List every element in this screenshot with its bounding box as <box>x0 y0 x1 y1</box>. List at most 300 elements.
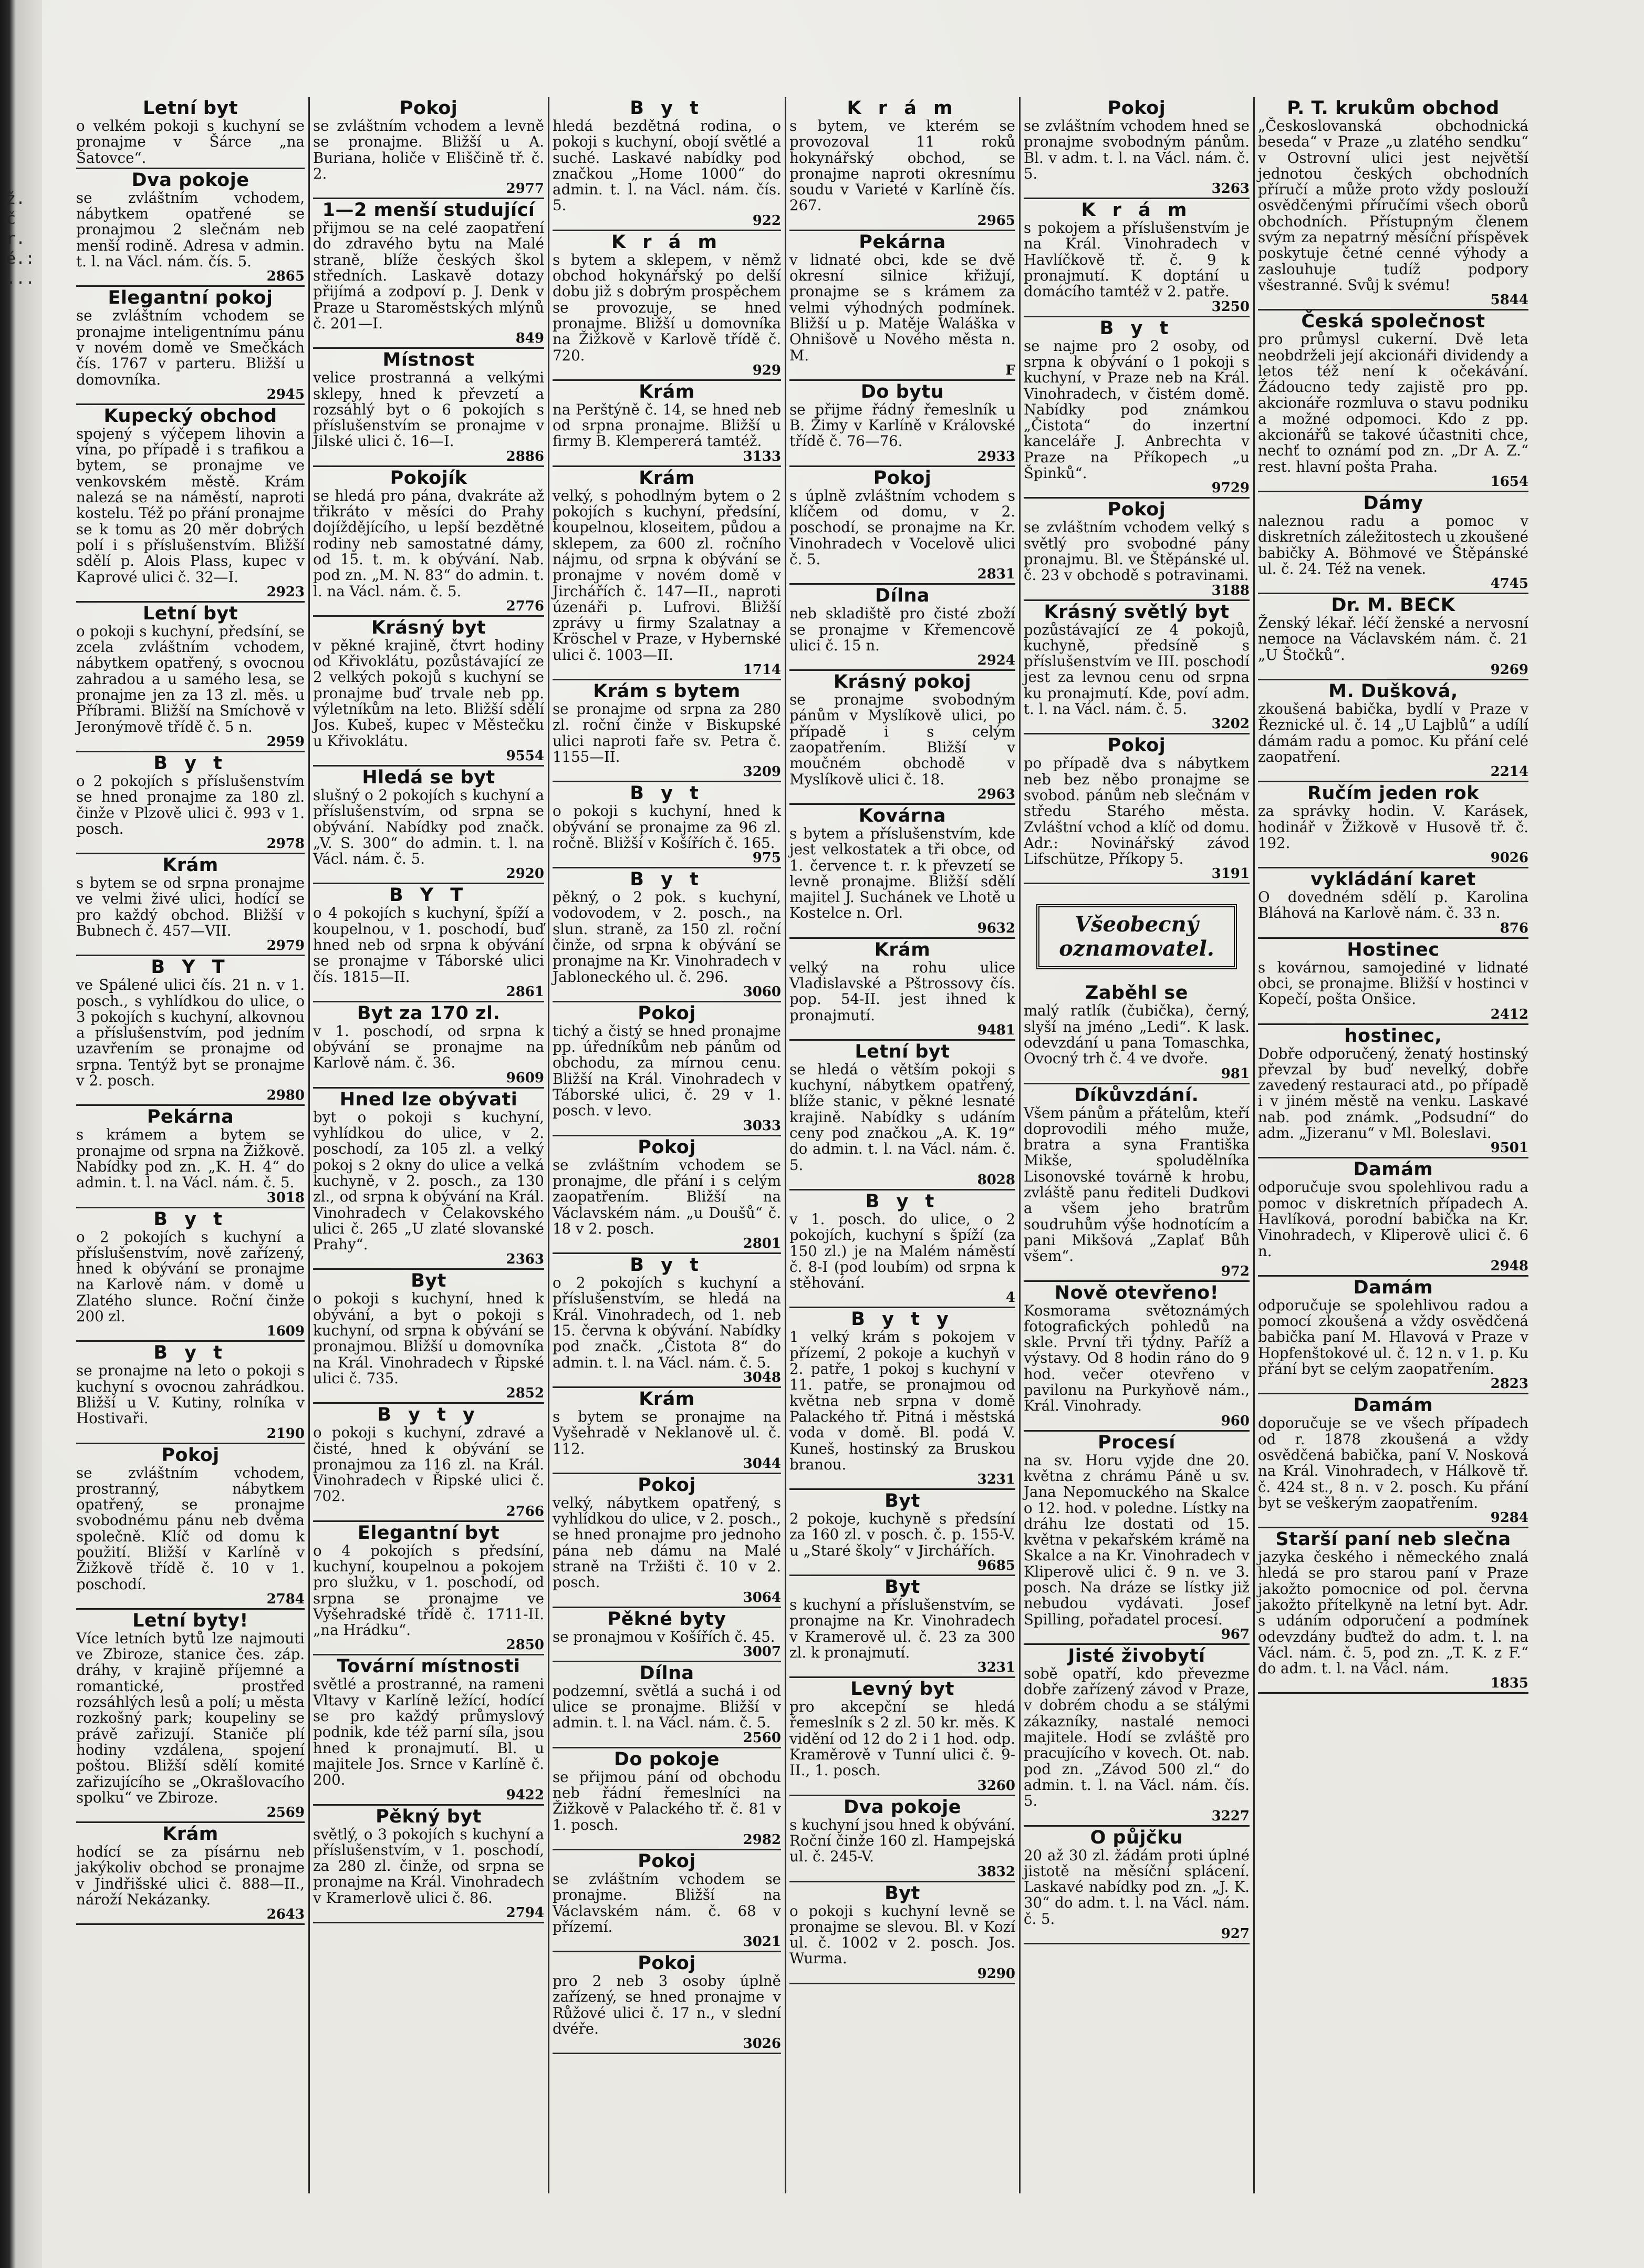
ad-heading: Díkůvzdání. <box>1074 1084 1199 1106</box>
ad-heading: Pěkné byty <box>607 1608 726 1630</box>
ad-number: 2190 <box>266 1425 305 1442</box>
ad-text: se pronajme svobodným pánům v Myslíkově ulici, po případě i s celým zaopatřením. Bližší v moučném obchodě v Myslíkově ulici č. 18. <box>789 691 1015 788</box>
ad-heading: B y t <box>153 1342 227 1364</box>
classified-ad <box>76 956 305 1106</box>
ad-heading: Byt <box>411 1270 446 1292</box>
ad-number: 4745 <box>1490 576 1528 592</box>
classified-ad <box>789 1796 1015 1882</box>
classified-ad <box>313 1522 544 1656</box>
ad-number: 3209 <box>743 764 781 780</box>
classified-ad <box>313 767 544 884</box>
ad-heading: Starší paní neb slečna <box>1275 1529 1511 1550</box>
classified-ad <box>789 467 1015 585</box>
ad-number: F <box>1005 362 1015 378</box>
ad-text: o pokoji s kuchyní levně se pronajme se slevou. Bl. v Kozí ul. č. 1002 v 2. posch. Jos. Wurma. <box>789 1902 1015 1967</box>
classified-ad <box>1024 1282 1250 1432</box>
ad-number: 3133 <box>743 448 781 464</box>
classified-ad <box>1258 939 1528 1025</box>
ad-heading: Pokoj <box>638 1002 696 1024</box>
classified-ad <box>76 169 305 287</box>
ad-text: se zvláštním vchodem velký s světlý pro svobodné pány pronajmu. Bl. ve Štěpánské ul. č. 23 v obchodě s potravinami. <box>1024 519 1250 584</box>
classified-ad <box>553 1662 781 1748</box>
ad-number: 1609 <box>266 1323 305 1340</box>
ad-text: se zvláštním vchodem se pronajme. Bližší na Václavském nám. č. 68 v přízemí. <box>553 1870 781 1935</box>
classified-ad <box>313 467 544 617</box>
ad-text: Všem pánům a přátelům, kteří doprovodili mého muže, bratra a syna Františka Mikše, spoludělníka Lisonovské továrně k hrobu, zvláště panu řediteli Dudkovi a všem jeho bratrům soudruhům výše hodnotícím a pani Mikšová „Zaplať Bůh všem“. <box>1024 1104 1250 1265</box>
ad-number: 2980 <box>266 1088 305 1104</box>
classified-ad <box>1258 492 1528 594</box>
ad-text: 20 až 30 zl. žádám proti úplné jistotě na měsíční splácení. Laskavé nabídky pod zn. „J. K. 30“ do adm. t. l. na Václ. nám. č. 5. <box>1024 1846 1250 1928</box>
ad-number: 3202 <box>1211 716 1250 732</box>
ad-heading: Damám <box>1353 1159 1433 1180</box>
column-rule <box>785 97 786 2193</box>
ad-text: světlý, o 3 pokojích s kuchyní a příslušenstvím, v 1. poschodí, za 280 zl. činže, od srpna se pronajme na Král. Vinohradech v Kramerlově ulici č. 86. <box>313 1825 544 1907</box>
ad-heading: K r á m <box>847 98 958 119</box>
ad-text: se pronajme od srpna za 280 zl. roční činže v Biskupské ulici naproti faře sv. Petra č. 1155—II. <box>553 700 781 765</box>
classified-ad <box>1258 1277 1528 1394</box>
ad-number: 2569 <box>266 1805 305 1821</box>
ad-text: s úplně zvláštním vchodem s klíčem od domu, v 2. poschodí, se pronajme na Kr. Vinohradech v Vocelově ulici č. 5. <box>789 486 1015 568</box>
ad-text: pěkný, o 2 pok. s kuchyní, vodovodem, v 2. posch., na slun. straně, za 150 zl. roční činže, od srpna k obývání se pronajme na Kr. Vinohradech v Jabloneckého ul. č. 296. <box>553 888 781 986</box>
ad-text: s bytem a sklepem, v němž obchod hokynářský po delší dobu již s dobrým prospěchem se provozuje, se hned pronajme. Bližší u domovníka na Žižkově v Karlově třídě č. 720. <box>553 251 781 364</box>
ad-heading: Byt <box>885 1577 920 1598</box>
classified-ad <box>553 231 781 381</box>
ad-heading: Krásný světlý byt <box>1044 601 1230 623</box>
classified-ad <box>1024 601 1250 735</box>
ad-text: na Perštýně č. 14, se hned neb od srpna pronajme. Bližší u firmy B. Klempererá tamtéž. <box>553 400 781 450</box>
banner-line-1: Všeobecný <box>1075 912 1199 937</box>
ad-heading: Krásný pokoj <box>833 671 972 693</box>
column-rule <box>1019 97 1021 2193</box>
ad-heading: Dámy <box>1363 492 1423 514</box>
ad-heading: Zaběhl se <box>1085 982 1188 1004</box>
ad-heading: Tovární místnosti <box>337 1656 521 1677</box>
classified-ad <box>1024 499 1250 600</box>
ad-text: neb skladiště pro čisté zboží se pronajme v Křemencově ulici č. 15 n. <box>789 605 1015 654</box>
ad-heading: B Y T <box>151 957 230 978</box>
ad-text: naleznou radu a pomoc v diskretních záležitostech u zkoušené babičky A. Böhmové ve Štěpánské ul. č. 24. Též na venek. <box>1258 512 1528 577</box>
ad-text: o pokoji s kuchyní, zdravé a čisté, hned k obývání se pronajmou za 116 zl. na Král. Vinohradech v Řipské ulici č. 702. <box>313 1424 544 1505</box>
margin-marks: ž.čr.é.: ... <box>6 190 45 288</box>
ad-text: se přijme řádný řemeslník u B. Žimy v Karlíně v Královské třídě č. 76—76. <box>789 400 1015 450</box>
ad-heading: B y t <box>630 783 704 804</box>
ad-text: za správky hodin. V. Karásek, hodinář v Žižkově v Husově tř. č. 192. <box>1258 802 1528 852</box>
ad-text: o 4 pokojích s předsíní, kuchyní, koupelnou a pokojem pro služku, v 1. poschodí, od srpna se pronajme ve Vyšehradské třídě č. 1711-II. „na Hrádku“. <box>313 1541 544 1639</box>
ad-text: s kuchyní jsou hned k obývání. Roční činže 160 zl. Hampejská ul. č. 245-V. <box>789 1816 1015 1866</box>
column-rule <box>1253 97 1255 2193</box>
classified-ad <box>789 585 1015 671</box>
column-3 <box>550 97 784 2193</box>
ad-number: 3260 <box>977 1777 1015 1794</box>
ad-heading: B y t <box>630 98 704 119</box>
classified-ad <box>1024 199 1250 317</box>
ad-text: 2 pokoje, kuchyně s předsíní za 160 zl. v posch. č. p. 155-V. u „Staré školy“ v Jirchářích. <box>789 1510 1015 1559</box>
classified-ad <box>553 1952 781 2054</box>
ad-number: 2861 <box>506 983 544 1000</box>
ad-heading: Pokojík <box>390 467 467 489</box>
ad-heading: O půjčku <box>1090 1827 1183 1848</box>
ad-heading: Levný byt <box>850 1679 954 1700</box>
ad-text: se zvláštním vchodem, prostranný, nábytkem opatřený, se pronajme svobodnému pánu neb dvěma společně. Klíč od domu k použití. Bližší v Karlíně v Žižkově třídě č. 10 v 1. poschodí. <box>76 1464 305 1593</box>
ad-number: 3044 <box>743 1455 781 1472</box>
ad-heading: Kovárna <box>858 805 946 826</box>
ad-number: 9422 <box>506 1787 544 1803</box>
classified-ad <box>76 1208 305 1342</box>
ad-number: 849 <box>515 330 544 347</box>
classified-ad <box>553 1136 781 1254</box>
ad-number: 2979 <box>266 938 305 954</box>
ad-heading: B y t <box>865 1190 940 1212</box>
ad-number: 972 <box>1221 1263 1250 1279</box>
ad-heading: Byt za 170 zl. <box>357 1002 501 1024</box>
ad-number: 5844 <box>1490 292 1528 308</box>
ad-number: 922 <box>752 212 781 229</box>
classified-ad <box>1024 1645 1250 1827</box>
ad-number: 2886 <box>506 448 544 464</box>
column-rule <box>548 97 549 2193</box>
classified-ad <box>553 1254 781 1388</box>
classified-ad <box>76 287 305 405</box>
ad-heading: Dílna <box>639 1662 694 1684</box>
classified-ad <box>1258 1025 1528 1159</box>
ad-text: se najme pro 2 osoby, od srpna k obývání o 1 pokoji s kuchyní, v Praze neb na Král. Vinohradech, v čistém domě. Nabídky pod známkou „Čistota“ do inzertní kanceláře J. Anbrechta v Praze na Příkopech „u Špinků“. <box>1024 337 1250 482</box>
ad-text: o 2 pokojích s příslušenstvím se hned pronajme za 180 zl. činže v Plzově ulici č. 993 v 1. posch. <box>76 772 305 837</box>
classified-columns <box>74 97 1531 2193</box>
classified-ad <box>76 1610 305 1823</box>
classified-ad <box>789 231 1015 381</box>
ad-number: 9284 <box>1490 1510 1528 1526</box>
ad-heading: Pokoj <box>161 1444 220 1466</box>
ad-text: hodící se za písárnu neb jakýkoliv obchod se pronajme v Jindřišské ulici č. 888—II., nároží Nekázanky. <box>76 1843 305 1909</box>
ad-heading: Česká společnost <box>1301 311 1485 333</box>
classified-ad <box>313 1655 544 1805</box>
ad-text: se pronajmou v Košířích č. 45. <box>553 1628 775 1645</box>
ad-heading: Do pokoje <box>614 1748 720 1770</box>
ad-number: 2560 <box>743 1730 781 1746</box>
ad-heading: B Y T <box>389 885 469 906</box>
ad-number: 960 <box>1221 1413 1250 1429</box>
classified-ad <box>789 1041 1015 1190</box>
ad-text: sobě opatří, kdo převezme dobře zařízený závod v Praze, v dobrém chodu a se stálými zákazníky, nastalé nemoci majitele. Hodí se zvláště pro pracujícího v kovech. Ot. nab. pod zn. „Závod 500 zl.“ do admin. t. l. na Václ. nám. čís. 5. <box>1024 1664 1250 1810</box>
ad-heading: Pěkný byt <box>376 1806 482 1827</box>
column-2 <box>310 97 547 2193</box>
ad-heading: K r á m <box>611 231 723 253</box>
ad-number: 3231 <box>977 1472 1015 1488</box>
ad-number: 2776 <box>506 598 544 614</box>
ad-heading: Elegantní byt <box>357 1522 500 1544</box>
ad-heading: Damám <box>1353 1277 1433 1298</box>
ad-heading: P. T. krukům obchod <box>1287 98 1500 119</box>
ad-heading: Do bytu <box>860 381 944 402</box>
ad-text: pro průmysl cukerní. Dvě leta neobdrželi její akcionáři dividendy a letos též není k očekávání. Žádoucno tedy zajistě pro pp. akcionáře rozmluva o stavu podniku a možné odpomoci. Kdo z pp. akcionářů se takové účastniti chce, nechť to oznámí pod zn. „Dr A. Z.“ rest. hlavní pošta Praha. <box>1258 330 1528 475</box>
ad-number: 2923 <box>266 584 305 600</box>
ad-number: 2959 <box>266 733 305 750</box>
ad-number: 9290 <box>977 1965 1015 1982</box>
classified-ad <box>789 1678 1015 1796</box>
column-5 <box>1021 97 1252 2193</box>
ad-heading: M. Dušková, <box>1328 681 1458 702</box>
ad-heading: Jisté živobytí <box>1068 1645 1205 1666</box>
classified-ad <box>76 1444 305 1610</box>
classified-ad <box>76 405 305 603</box>
ad-number: 2963 <box>977 786 1015 802</box>
classified-ad <box>553 97 781 231</box>
ad-text: se přijmou pání od obchodu neb řádní řemeslníci na Žižkově v Palackého tř. č. 81 v 1. posch. <box>553 1768 781 1834</box>
ad-number: 3263 <box>1211 181 1250 197</box>
ad-heading: Hned lze obývati <box>339 1089 518 1110</box>
ad-number: 4 <box>1005 1290 1015 1306</box>
ad-number: 9729 <box>1211 480 1250 496</box>
section-banner <box>1036 904 1237 969</box>
ad-number: 2794 <box>506 1905 544 1921</box>
ad-text: s krámem a bytem se pronajme od srpna na Žižkově. Nabídky pod zn. „K. H. 4“ do admin. t. l. na Václ. nám. č. 5. <box>76 1126 305 1192</box>
ad-text: doporučuje se ve všech případech od r. 1878 zkoušená a vždy osvědčená babička, paní V. Nosková na Král. Vinohradech, v Hálkově tř. č. 424 st., 8 n. v 2. posch. Ku přání byt se veškerým zaopatřením. <box>1258 1414 1528 1511</box>
classified-ad <box>789 939 1015 1041</box>
ad-number: 3033 <box>743 1117 781 1134</box>
ad-number: 1835 <box>1490 1675 1528 1692</box>
classified-ad <box>553 680 781 782</box>
ad-heading: Krásný byt <box>371 617 486 638</box>
classified-ad <box>1024 97 1250 199</box>
ad-text: jazyka českého i německého znalá hledá se pro starou paní v Praze jakožto pomocnice od pol. června jakožto přítelkyně na letní byt. Adr. s udáním odporučení a podmínek odevzdány buďtež do adm. t. l. na Václ. nám. č. 5, pod zn. „T. K. z F.“ do adm. t. l. na Václ. nám. <box>1258 1548 1528 1677</box>
ad-text: zkoušená babička, bydlí v Praze v Řeznické ul. č. 14 „U Lajblů“ a udílí dámám radu a pomoc. Ku přání celé zaopatření. <box>1258 700 1528 765</box>
ad-number: 2933 <box>977 448 1015 464</box>
ad-number: 3231 <box>977 1660 1015 1676</box>
ad-number: 876 <box>1500 920 1528 936</box>
classified-ad <box>313 1002 544 1089</box>
ad-number: 2850 <box>506 1637 544 1653</box>
ad-heading: B y t <box>153 752 227 774</box>
ad-number: 3188 <box>1211 582 1250 598</box>
ad-heading: Hledá se byt <box>362 767 495 788</box>
classified-ad <box>789 1576 1015 1678</box>
ad-number: 3007 <box>743 1643 781 1660</box>
classified-ad <box>76 1106 305 1208</box>
ad-number: 3026 <box>743 2036 781 2052</box>
classified-ad <box>1258 868 1528 939</box>
ad-text: s bytem a příslušenstvím, kde jest velkostatek a tři obce, od 1. července t. r. k převzetí se levně pronajme. Bližší sdělí majitel J. Suchánek ve Lhotě u Kostelce n. Orl. <box>789 824 1015 922</box>
ad-heading: Pokoj <box>1107 735 1166 757</box>
ad-heading: Krám <box>639 1388 695 1410</box>
ad-heading: Dva pokoje <box>844 1796 961 1818</box>
ad-heading: Dva pokoje <box>131 169 249 191</box>
classified-ad <box>313 1806 544 1923</box>
classified-ad <box>1024 982 1250 1084</box>
ad-number: 9026 <box>1490 850 1528 866</box>
banner-line-2: oznamovatel. <box>1059 936 1214 961</box>
classified-ad <box>76 854 305 956</box>
ad-text: o pokoji s kuchyní, hned k obývání se pronajme za 96 zl. ročně. Bližší v Košířích č. 165. <box>553 802 781 852</box>
ad-heading: Pekárna <box>859 231 946 253</box>
ad-text: O dovedném sdělí p. Karolina Bláhová na Karlově nám. č. 33 n. <box>1258 888 1528 922</box>
ad-number: 2924 <box>977 653 1015 669</box>
classified-ad <box>553 868 781 1002</box>
ad-heading: Pokoj <box>638 1136 696 1158</box>
ad-number: 9269 <box>1490 662 1528 678</box>
ad-text: o 4 pokojích s kuchyní, špíží a koupelnou, v 1. poschodí, buď hned neb od srpna k obývání se pronajme v Táborské ulici čís. 1815—II. <box>313 904 544 986</box>
ad-text: spojený s výčepem lihovin a vína, po případě i s trafikou a bytem, se pronajme ve venkovském městě. Krám nalezá se na náměstí, naproti kostelu. Též po přání pronajme se k tomu as 20 měr dobrých polí i s příslušenstvím. Bližší sdělí p. Alois Plass, kupec v Kaprové ulici č. 32—I. <box>76 424 305 586</box>
ad-text: odporučuje se spolehlivou radou a pomocí zkoušená a vždy osvědčená babička paní M. Hlavová v Praze v Hopfenštokové ul. č. 12 n. v 1. p. Ku přání byt se celým zaopatřením. <box>1258 1296 1528 1378</box>
ad-text: velký, nábytkem opatřený, s vyhlídkou do ulice, v 2. posch., se hned pronajme pro jednoho pána neb dámu na Malé straně na Tržišti č. 10 v 2. posch. <box>553 1494 781 1591</box>
classified-ad <box>1024 317 1250 499</box>
ad-text: s bytem, ve kterém se provozoval 11 roků hokynářský obchod, se pronajme naproti okresnímu soudu v Varieté v Karlíně čís. 267. <box>789 117 1015 214</box>
ad-heading: Procesí <box>1098 1432 1175 1453</box>
ad-heading: Krám <box>639 467 695 489</box>
classified-ad <box>76 603 305 752</box>
ad-heading: B y t y <box>851 1309 954 1330</box>
classified-ad <box>789 805 1015 939</box>
ad-number: 9632 <box>977 920 1015 936</box>
ad-text: se zvláštním vchodem hned se pronajme svobodným pánům. Bl. v adm. t. l. na Václ. nám. č. 5. <box>1024 117 1250 182</box>
classified-ad <box>789 671 1015 805</box>
classified-ad <box>1258 310 1528 492</box>
ad-heading: Krám s bytem <box>593 681 741 702</box>
classified-ad <box>1024 1084 1250 1282</box>
ad-text: s kuchyní a příslušenstvím, se pronajme na Kr. Vinohradech v Kramerově ul. č. 23 za 300 zl. k pronajmutí. <box>789 1596 1015 1661</box>
ad-text: po případě dva s nábytkem neb bez něbo pronajme se svobod. pánům neb slečnám v středu Starého města. Zvláštní vchod a klíč od domu. Adr.: Novinářský závod Lifschütze, Příkopy 5. <box>1024 754 1250 868</box>
ad-text: „Českoslovanská obchodnická beseda“ v Praze „u zlatého sendku“ v Ostrovní ulici jest největší jednotou českých obchodních příručí a může proto vždy poslouží osvědčenými příručími všech oborů obchodních. Přístupným členem svým za nepatrný měsíční příspěvek poskytuje četné cenné výhody a zaslouhuje tudíž podpory všestranné. Svůj k svému! <box>1258 117 1528 294</box>
ad-heading: B y t y <box>377 1404 480 1426</box>
ad-heading: vykládání karet <box>1310 869 1476 890</box>
ad-number: 9685 <box>977 1558 1015 1573</box>
ad-number: 3064 <box>743 1589 781 1606</box>
ad-heading: Pokoj <box>638 1953 696 1974</box>
ad-text: pro 2 neb 3 osoby úplně zařízený, se hned pronajme v Růžové ulici č. 17 n., v slední dvéře. <box>553 1972 781 2038</box>
ad-text: byt o pokoji s kuchyní, vyhlídkou do ulice, v 2. poschodí, za 105 zl. a velký pokoj s 2 okny do ulice a velká kuchyně, v 2. posch., za 130 zl., od srpna k obývání na Král. Vinohradech v Čelakovského ulici č. 265 „U zlaté slovanské Prahy“. <box>313 1108 544 1254</box>
ad-heading: Pokoj <box>399 98 458 119</box>
ad-text: o pokoji s kuchyní, hned k obývání, a byt o pokoji s kuchyní, od srpna k obývání se pronajmou. Bližší u domovníka na Král. Vinohradech v Řipské ulici č. 735. <box>313 1290 544 1387</box>
classified-ad <box>76 1823 305 1925</box>
ad-number: 9481 <box>977 1022 1015 1038</box>
ad-number: 2978 <box>266 836 305 852</box>
classified-ad <box>789 97 1015 231</box>
classified-ad <box>313 1270 544 1404</box>
classified-ad <box>1258 594 1528 680</box>
ad-text: 1 velký krám s pokojem v přízemí, 2 pokoje a kuchyň v 2. patře, 1 pokoj s kuchyní v 11. patře, se pronajmou od května neb srpna v domě Palackého tř. Pitná i městská voda v domě. Bl. podá V. Kuneš, hostinský za Bruskou branou. <box>789 1328 1015 1473</box>
classified-ad <box>313 617 544 767</box>
ad-text: o 2 pokojích s kuchyní a příslušenstvím, nově zařízený, hned k obývání se pronajme na Karlově nám. v domě u Zlatého slunce. Roční činže 200 zl. <box>76 1228 305 1325</box>
classified-ad <box>1024 1827 1250 1944</box>
ad-text: se pronajme na leto o pokoji s kuchyní s ovocnou zahrádkou. Bližší u V. Kutiny, rolníka v Hostivaři. <box>76 1362 305 1427</box>
classified-ad <box>76 1342 305 1444</box>
ad-heading: K r á m <box>1081 200 1192 221</box>
ad-number: 2412 <box>1490 1006 1528 1022</box>
ad-text: o pokoji s kuchyní, předsíní, se zcela zvláštním vchodem, nábytkem opatřený, s ovocnou zahradou a u samého lesa, se pronajme jen za 13 zl. měs. u Příbrami. Bližší na Smíchově v Jeronýmově třídě č. 5 n. <box>76 622 305 736</box>
binding-edge <box>0 0 45 2268</box>
classified-ad <box>1258 1158 1528 1276</box>
column-rule <box>308 97 310 2193</box>
ad-text: v lidnaté obci, kde se dvě okresní silnice křižují, pronajme se s krámem za velmi výhodných podmínek. Bližší u p. Matěje Waláška v Ohnišově u Nového města n. M. <box>789 251 1015 364</box>
ad-heading: Místnost <box>382 349 475 371</box>
ad-heading: Krám <box>162 1824 218 1845</box>
ad-number: 2948 <box>1490 1258 1528 1274</box>
column-4 <box>787 97 1018 2193</box>
ad-number: 1714 <box>743 662 781 678</box>
ad-number: 2643 <box>266 1907 305 1923</box>
ad-text: se zvláštním vchodem se pronajme inteligentnímu pánu v novém domě ve Smečkách čís. 1767 v parteru. Bližší u domovníka. <box>76 307 305 388</box>
classified-ad <box>1024 1432 1250 1645</box>
ad-number: 2865 <box>266 268 305 285</box>
ad-heading: Pokoj <box>638 1474 696 1496</box>
ad-heading: Dr. M. BECK <box>1331 595 1455 616</box>
ad-number: 9501 <box>1490 1140 1528 1156</box>
column-1 <box>74 97 307 2193</box>
ad-heading: hostinec, <box>1344 1025 1442 1047</box>
ad-number: 2784 <box>266 1591 305 1607</box>
ad-heading: Letní byt <box>143 98 238 119</box>
ad-heading: Pokoj <box>1107 499 1166 521</box>
ad-number: 975 <box>752 850 781 866</box>
classified-ad <box>1258 1528 1528 1694</box>
ad-heading: Pokoj <box>638 1850 696 1872</box>
classified-ad <box>1258 782 1528 868</box>
ad-number: 2214 <box>1490 764 1528 780</box>
classified-ad <box>76 752 305 854</box>
classified-ad <box>313 1404 544 1521</box>
ad-text: velký na rohu ulice Vladislavské a Pštrossovy čís. pop. 54-II. jest ihned k pronajmutí. <box>789 958 1015 1024</box>
classified-ad <box>313 1089 544 1270</box>
ad-number: 2977 <box>506 181 544 197</box>
ad-heading: 1—2 menší studující <box>322 200 535 221</box>
ad-heading: Damám <box>1353 1395 1433 1416</box>
ad-number: 3191 <box>1211 866 1250 882</box>
classified-ad <box>553 381 781 467</box>
classified-ad <box>553 1850 781 1952</box>
ad-heading: Letní byt <box>855 1041 950 1062</box>
ad-heading: Byt <box>885 1490 920 1512</box>
ad-heading: Nově otevřeno! <box>1054 1282 1219 1303</box>
classified-ad <box>1024 734 1250 884</box>
ad-text: podzemní, světlá a suchá i od ulice se pronajme. Bližší v admin. t. l. na Václ. nám. č. 5. <box>553 1682 781 1732</box>
ad-text: se hledá o větším pokoji s kuchyní, nábytkem opatřený, blíže stanic, v pěkné lesnaté krajině. Nabídky s udáním ceny pod značkou „A. K. 19“ do admin. t. l. na Václ. nám. č. 5. <box>789 1060 1015 1174</box>
ad-number: 3250 <box>1211 298 1250 315</box>
ad-text: na sv. Horu vyjde dne 20. května z chrámu Páně u sv. Jana Nepomuckého na Skalce o 12. hod. v poledne. Lístky na dráhu lze dostati od 15. května v pekařském krámě na Skalce a na Kr. Vinohradech v Kliperově ulici č. 9 n. ve 3. posch. Na dráze se lístky již nebudou vydávati. Josef Spilling, pořadatel procesí. <box>1024 1451 1250 1628</box>
ad-text: se hledá pro pána, dvakráte až třikráto v měsíci do Prahy dojíždějícího, u lepší bezdětné rodiny neb samostatné dámy, od 15. t. m. k obývání. Nab. pod zn. „M. N. 83“ do admin. t. l. na Václ. nám. č. 5. <box>313 486 544 600</box>
classified-ad <box>313 884 544 1002</box>
ad-number: 2831 <box>977 566 1015 583</box>
ad-text: odporučuje svou spolehlivou radu a pomoc v diskretních případech A. Havlíková, porodní babička na Kr. Vinohradech, v Kliperově ulici č. 6 n. <box>1258 1178 1528 1260</box>
ad-number: 2766 <box>506 1503 544 1519</box>
classified-ad <box>1258 680 1528 782</box>
ad-text: světlé a prostranné, na rameni Vltavy v Karlíně ležící, hodící se pro každý průmyslový podnik, kde též parní síla, jsou hned k pronajmutí. Bl. u majitele Jos. Srnce v Karlíně č. 200. <box>313 1675 544 1789</box>
ad-heading: Pokoj <box>873 467 932 489</box>
ad-text: v 1. poschodí, od srpna k obývání se pronajme na Karlově nám. č. 36. <box>313 1022 544 1072</box>
ad-heading: Pokoj <box>1107 98 1166 119</box>
classified-ad <box>1258 97 1528 310</box>
classified-ad <box>789 1190 1015 1308</box>
ad-number: 8028 <box>977 1172 1015 1188</box>
classified-ad <box>553 782 781 868</box>
ad-heading: Kupecký obchod <box>103 405 277 427</box>
ad-heading: B y t <box>630 869 704 890</box>
classified-ad <box>553 1608 781 1662</box>
ad-heading: Krám <box>874 939 931 960</box>
ad-heading: Krám <box>162 855 218 876</box>
ad-number: 3018 <box>266 1189 305 1206</box>
classified-ad <box>789 1490 1015 1576</box>
ad-number: 967 <box>1221 1626 1250 1642</box>
ad-heading: Dílna <box>875 585 930 607</box>
ad-text: s bytem se od srpna pronajme ve velmi živé ulici, hodící se pro každý obchod. Bližší v Bubnech č. 457—VII. <box>76 874 305 939</box>
ad-text: pro akcepční se hledá řemeslník s 2 zl. 50 kr. měs. K vidění od 12 do 2 i 1 hod. odp. Kraměrově v Tunní ulici č. 9-II., 1. posch. <box>789 1698 1015 1779</box>
ad-heading: Letní byt <box>143 603 238 624</box>
ad-number: 3227 <box>1211 1808 1250 1824</box>
ad-number: 929 <box>752 362 781 378</box>
classified-ad <box>789 1308 1015 1490</box>
classified-ad <box>313 349 544 467</box>
ad-text: s pokojem a příslušenstvím je na Král. Vinohradech v Havlíčkově tř. č. 9 k pronajmutí. K doptání u domácího tamtéž v 2. patře. <box>1024 219 1250 301</box>
ad-number: 2982 <box>743 1831 781 1848</box>
